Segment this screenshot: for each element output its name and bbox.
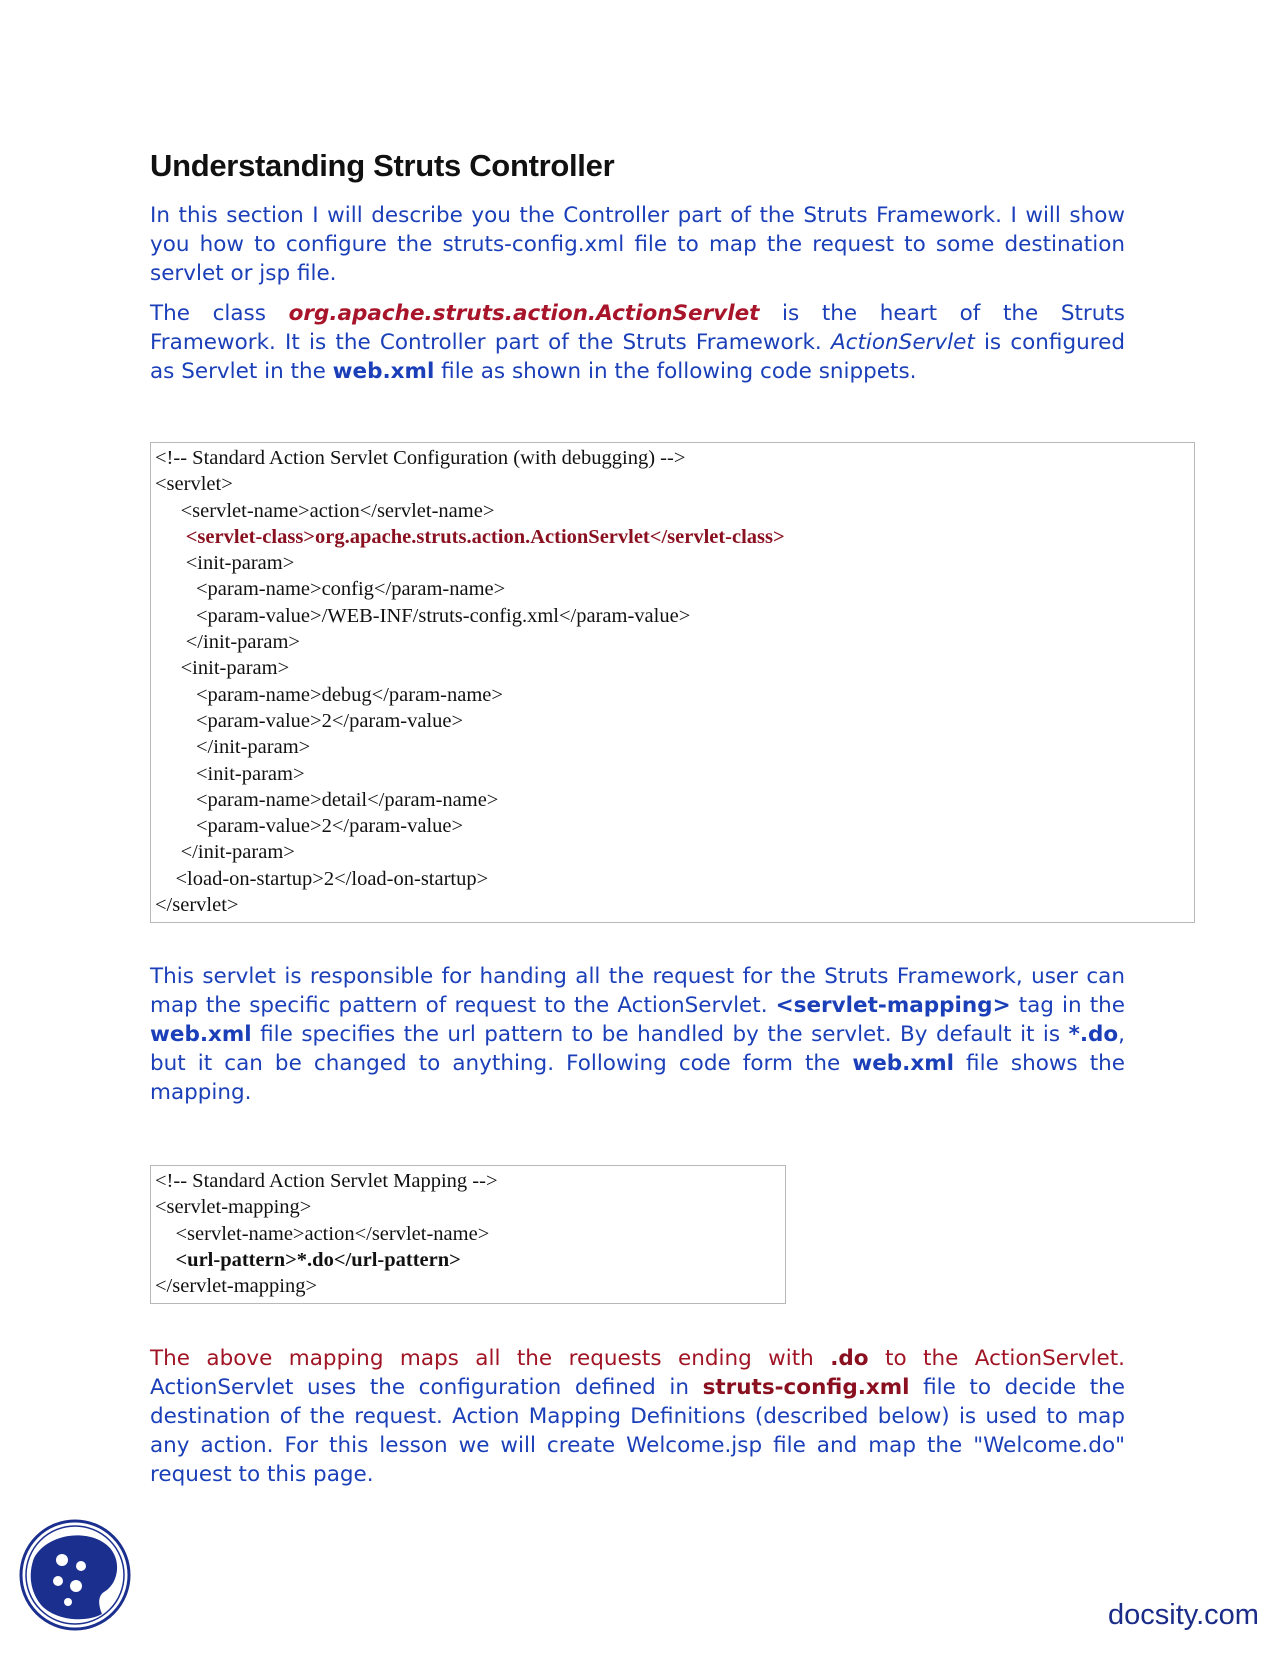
- p4-text-a: The above mapping maps all the requests ending with: [150, 1346, 831, 1371]
- p4-text-c: ActionServlet uses the configuration defined in: [150, 1375, 703, 1400]
- class-name-highlight: org.apache.struts.action.ActionServlet: [288, 301, 760, 326]
- p3-text-e: file shows the mapping.: [150, 1051, 1125, 1105]
- p4-text-d: file to decide the destination of the request. Action Mapping Definitions (described below) is used to map any action. For this lesson we will create Welcome.jsp file and map the "Welcome.do" request to this page.: [150, 1375, 1125, 1487]
- code-line: <param-value>2</param-value>: [155, 709, 464, 732]
- servlet-mapping-paragraph: [150, 962, 1125, 1107]
- code-line: <param-name>detail</param-name>: [155, 788, 499, 811]
- p3-text-c: file specifies the url pattern to be handled by the servlet. By default it is: [251, 1022, 1069, 1047]
- code-line: <init-param>: [155, 552, 295, 575]
- code-line: <param-name>config</param-name>: [155, 578, 506, 601]
- code-line-url-pattern: <url-pattern>*.do</url-pattern>: [155, 1248, 461, 1271]
- code-line: <servlet-name>action</servlet-name>: [155, 1222, 490, 1245]
- servlet-config-code-block: [150, 442, 1195, 923]
- code-line: <param-name>debug</param-name>: [155, 683, 503, 706]
- code-line: </servlet>: [155, 894, 239, 917]
- p3-text-d: , but it can be changed to anything. Following code form the: [150, 1022, 1125, 1076]
- code-line: <servlet-name>action</servlet-name>: [155, 499, 495, 522]
- servlet-mapping-tag-bold: <servlet-mapping>: [775, 993, 1011, 1018]
- section-title: Understanding Struts Controller: [150, 148, 615, 183]
- webxml-bold: web.xml: [332, 359, 435, 384]
- code-line: <param-value>2</param-value>: [155, 815, 464, 838]
- code-line: <load-on-startup>2</load-on-startup>: [155, 867, 489, 890]
- webxml-bold: web.xml: [150, 1022, 252, 1047]
- webxml-bold: web.xml: [852, 1051, 954, 1076]
- code-line: <!-- Standard Action Servlet Mapping -->: [155, 1170, 498, 1192]
- do-extension-bold: .do: [830, 1346, 869, 1371]
- p2-text-b: is the heart of the Struts Framework. It is the Controller part of the Struts Framework.: [150, 301, 1126, 355]
- code-line: </init-param>: [155, 841, 295, 864]
- p4-text-b: to the ActionServlet.: [868, 1346, 1126, 1371]
- actionservlet-italic: ActionServlet: [830, 330, 975, 355]
- code-line: </servlet-mapping>: [155, 1275, 318, 1298]
- code-line: <!-- Standard Action Servlet Configuration (with debugging) -->: [155, 447, 686, 469]
- code-line-servlet-class: <servlet-class>org.apache.struts.action.ActionServlet</servlet-class>: [155, 525, 785, 548]
- p2-text-a: The class: [150, 301, 289, 326]
- code-line: <param-value>/WEB-INF/struts-config.xml</param-value>: [155, 604, 691, 627]
- docsity-brand-link[interactable]: docsity.com: [1108, 1599, 1259, 1631]
- code-line: <init-param>: [155, 657, 290, 680]
- intro-paragraph: In this section I will describe you the Controller part of the Struts Framework. I will show you how to configure the struts-config.xml file to map the request to some destination servlet or jsp file.: [150, 203, 1125, 286]
- struts-config-bold: struts-config.xml: [702, 1375, 910, 1400]
- code-line: <servlet>: [155, 473, 233, 496]
- code-line: <init-param>: [155, 762, 305, 785]
- code-line: </init-param>: [155, 736, 311, 759]
- servlet-mapping-code-block: [150, 1165, 786, 1304]
- do-pattern-bold: *.do: [1068, 1022, 1119, 1047]
- p2-text-d: file as shown in the following code snippets.: [434, 359, 917, 384]
- p3-text-a: This servlet is responsible for handing all the request for the Struts Framework, user can map the specific pattern of request to the ActionServlet.: [150, 964, 1125, 1018]
- code-line: </init-param>: [155, 631, 300, 654]
- code-line: <servlet-mapping>: [155, 1196, 312, 1219]
- docsity-logo-icon[interactable]: [18, 1518, 132, 1632]
- p3-text-b: tag in the: [1010, 993, 1125, 1018]
- actionservlet-paragraph: [150, 299, 1125, 386]
- mapping-explanation-paragraph: [150, 1344, 1125, 1489]
- p2-text-c: is configured as Servlet in the: [150, 330, 1125, 384]
